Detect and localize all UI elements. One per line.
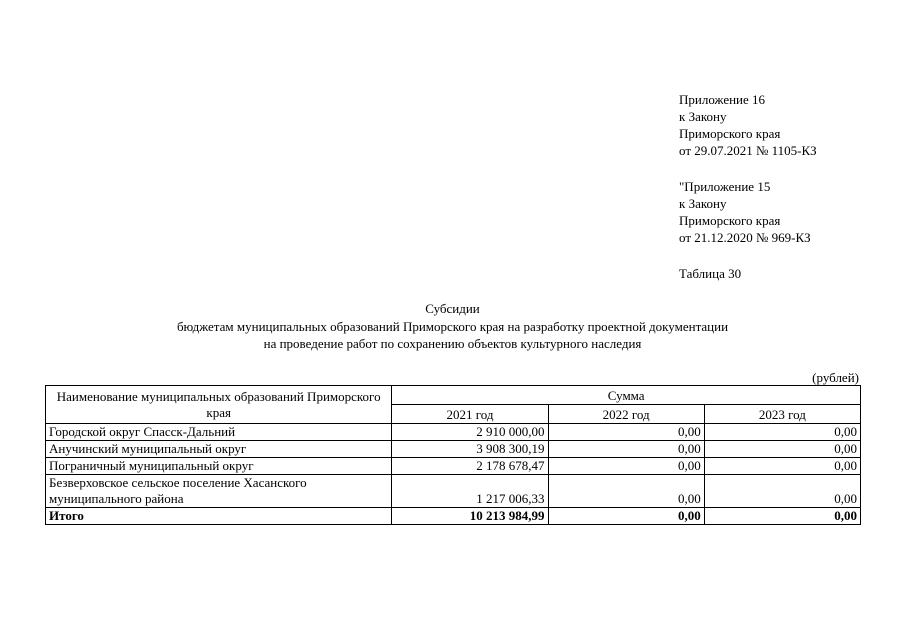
table-number: Таблица 30 xyxy=(679,266,742,281)
row-name: Городской округ Спасск-Дальний xyxy=(46,424,392,441)
appendix-region: Приморского края xyxy=(679,126,781,141)
appendix-region: Приморского края xyxy=(679,213,781,228)
row-value-2023: 0,00 xyxy=(704,475,860,508)
header-year-2021: 2021 год xyxy=(392,405,548,424)
header-sum: Сумма xyxy=(392,386,861,405)
row-value-2022: 0,00 xyxy=(548,441,704,458)
header-year-2022: 2022 год xyxy=(548,405,704,424)
total-value-2022: 0,00 xyxy=(548,508,704,525)
row-value-2021: 1 217 006,33 xyxy=(392,475,548,508)
table-header-row xyxy=(46,386,861,405)
table-row xyxy=(46,441,861,458)
document-title: Субсидии xyxy=(425,301,480,316)
row-value-2022: 0,00 xyxy=(548,458,704,475)
appendix-law-label: к Закону xyxy=(679,196,727,211)
table-total-row xyxy=(46,508,861,525)
row-value-2022: 0,00 xyxy=(548,424,704,441)
row-value-2021: 2 178 678,47 xyxy=(392,458,548,475)
document-subtitle-line-1: бюджетам муниципальных образований Приморского края на разработку проектной документации xyxy=(176,319,729,334)
appendix-reference-previous xyxy=(679,178,811,246)
appendix-law-date: от 29.07.2021 № 1105-КЗ xyxy=(679,143,817,158)
row-name: Анучинский муниципальный округ xyxy=(46,441,392,458)
row-value-2022: 0,00 xyxy=(548,475,704,508)
row-value-2023: 0,00 xyxy=(704,441,860,458)
appendix-law-date: от 21.12.2020 № 969-КЗ xyxy=(679,230,811,245)
header-name: Наименование муниципальных образований Приморского края xyxy=(46,386,392,424)
header-year-2023: 2023 год xyxy=(704,405,860,424)
appendix-reference-current xyxy=(679,91,817,159)
total-label: Итого xyxy=(46,508,392,525)
document-subtitle-line-2: на проведение работ по сохранению объектов культурного наследия xyxy=(263,336,642,351)
appendix-number: Приложение 16 xyxy=(679,92,766,107)
row-value-2023: 0,00 xyxy=(704,458,860,475)
subsidies-table xyxy=(45,385,861,525)
row-value-2021: 2 910 000,00 xyxy=(392,424,548,441)
row-name: Безверховское сельское поселение Хасанского муниципального района xyxy=(46,475,392,508)
unit-label: (рублей) xyxy=(812,370,859,385)
total-value-2023: 0,00 xyxy=(704,508,860,525)
table-row xyxy=(46,424,861,441)
appendix-number: "Приложение 15 xyxy=(679,179,771,194)
table-row xyxy=(46,458,861,475)
row-name: Пограничный муниципальный округ xyxy=(46,458,392,475)
row-value-2021: 3 908 300,19 xyxy=(392,441,548,458)
row-value-2023: 0,00 xyxy=(704,424,860,441)
total-value-2021: 10 213 984,99 xyxy=(392,508,548,525)
table-row xyxy=(46,475,861,508)
appendix-law-label: к Закону xyxy=(679,109,727,124)
